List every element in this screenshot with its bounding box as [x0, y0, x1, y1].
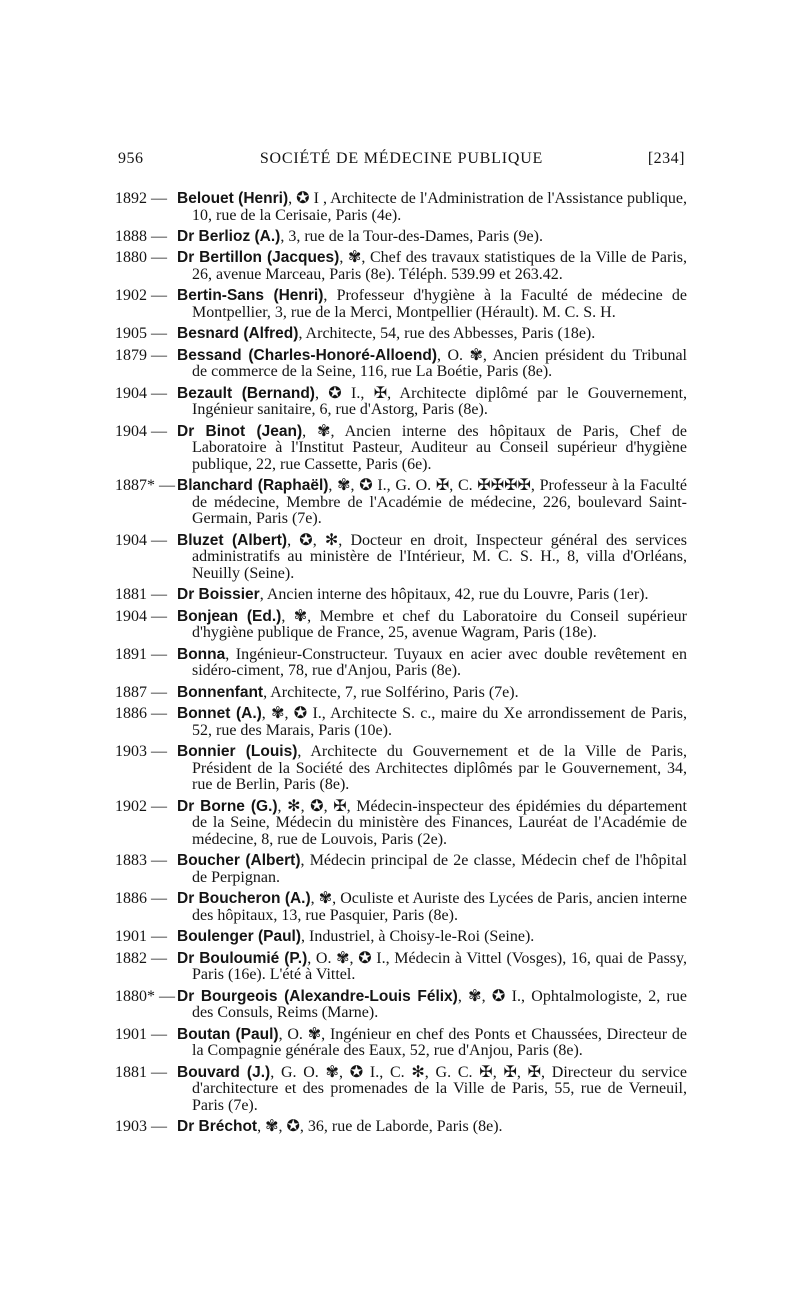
entry-name: Dr Berlioz (A.)	[177, 227, 281, 245]
entry-text	[177, 647, 687, 680]
entry-text	[177, 326, 687, 343]
entry-text	[177, 799, 687, 849]
entry-year: 1882 —	[115, 949, 167, 967]
entry-text	[177, 587, 687, 604]
entry-year: 1886 —	[115, 890, 167, 908]
entry-name: Dr Boucheron (A.)	[177, 890, 311, 908]
entry-year: 1880* —	[115, 987, 175, 1005]
entry-year: 1883 —	[115, 852, 167, 870]
member-entry	[115, 288, 687, 321]
entry-year: 1901 —	[115, 928, 167, 946]
entry-year: 1881 —	[115, 586, 167, 604]
member-entry	[115, 1065, 687, 1115]
page-title: SOCIÉTÉ DE MÉDECINE PUBLIQUE	[259, 150, 544, 167]
entry-name: Blanchard (Raphaël)	[177, 477, 329, 495]
entry-details: , O. ✾, Ingénieur en chef des Ponts et Chaussées, Directeur de la Compagnie générale des Eaux, 52, rue d'Anjou, Paris (8e).	[192, 1025, 687, 1060]
entry-name: Bonnier (Louis)	[177, 743, 298, 761]
entry-name: Dr Bouloumié (P.)	[177, 949, 308, 967]
entry-text	[177, 1065, 687, 1115]
entry-name: Dr Bertillon (Jacques)	[177, 249, 340, 267]
entry-text	[177, 891, 687, 924]
member-entry	[115, 587, 687, 604]
entry-name: Bonnet (A.)	[177, 705, 262, 723]
entry-details: , ✾, ✪ I., Ophtalmologiste, 2, rue des Consuls, Reims (Marne).	[192, 987, 687, 1022]
entry-text	[177, 348, 687, 381]
entry-name: Dr Binot (Jean)	[177, 422, 303, 440]
entry-text	[177, 951, 687, 984]
member-entry	[115, 744, 687, 794]
member-entry	[115, 799, 687, 849]
entry-text	[177, 229, 687, 246]
page-reference: [234]	[647, 150, 685, 167]
member-entry	[115, 891, 687, 924]
entry-name: Dr Boissier	[177, 586, 260, 604]
entry-details: , Architecte du Gouvernement et de la Ville de Paris, Président de la Société des Architectes diplômés par le Gouvernement, 34, rue de Berlin, Paris (8e).	[192, 743, 687, 794]
entry-name: Bluzet (Albert)	[177, 531, 288, 549]
entry-year: 1887 —	[115, 683, 167, 701]
member-entry	[115, 191, 687, 224]
entry-details: , O. ✾, ✪ I., Médecin à Vittel (Vosges), 16, quai de Passy, Paris (16e). L'été à Vittel.	[192, 949, 687, 984]
entry-details: , 3, rue de la Tour-des-Dames, Paris (9e).	[280, 227, 543, 245]
entry-name: Dr Bréchot	[177, 1118, 258, 1136]
member-entry	[115, 250, 687, 283]
entry-details: , ✻, ✪, ✠, Médecin-inspecteur des épidémies du département de la Seine, Médecin du ministère des Finances, Lauréat de l'Académie de médecine, 8, rue de Louvois, Paris (2e).	[192, 797, 687, 848]
entry-text	[177, 609, 687, 642]
member-entry	[115, 929, 687, 946]
entry-year: 1879 —	[115, 346, 167, 364]
entry-text	[177, 706, 687, 739]
entry-name: Dr Borne (G.)	[177, 797, 278, 815]
member-entry	[115, 348, 687, 381]
member-entry	[115, 853, 687, 886]
entry-text	[177, 685, 687, 702]
member-entry	[115, 229, 687, 246]
entry-name: Bonnenfant	[177, 683, 264, 701]
entry-year: 1881 —	[115, 1063, 167, 1081]
entry-name: Besnard (Alfred)	[177, 325, 299, 343]
member-entry	[115, 478, 687, 528]
entry-text	[177, 191, 687, 224]
entry-name: Bonjean (Ed.)	[177, 607, 282, 625]
entry-details: , Médecin principal de 2e classe, Médecin chef de l'hôpital de Perpignan.	[192, 852, 687, 886]
member-entry	[115, 951, 687, 984]
entry-text	[177, 989, 687, 1022]
entry-text	[177, 386, 687, 419]
entry-name: Bouvard (J.)	[177, 1063, 271, 1081]
entry-text	[177, 744, 687, 794]
entry-details: , ✪, ✻, Docteur en droit, Inspecteur général des services administratifs au ministère de l'Intérieur, M. C. S. H., 8, villa d'Orléans, Neuilly (Seine).	[192, 531, 688, 583]
entry-year: 1904 —	[115, 384, 167, 402]
entry-name: Bonna	[177, 645, 226, 663]
entry-text	[177, 1119, 687, 1136]
entry-text	[177, 853, 687, 886]
entry-text	[177, 533, 687, 583]
entry-year: 1905 —	[115, 325, 167, 343]
entry-year: 1904 —	[115, 531, 167, 549]
entry-details: , Architecte, 7, rue Solférino, Paris (7e).	[263, 683, 519, 701]
entry-year: 1902 —	[115, 287, 167, 305]
entry-details: , G. O. ✾, ✪ I., C. ✻, G. C. ✠, ✠, ✠, Directeur du service d'architecture et des promenades de la Ville de Paris, 55, rue de Verneuil, Paris (7e).	[192, 1063, 687, 1114]
member-entry	[115, 647, 687, 680]
entry-year: 1904 —	[115, 607, 167, 625]
entry-text	[177, 478, 687, 528]
entry-year: 1902 —	[115, 797, 167, 815]
entry-details: , ✪ I , Architecte de l'Administration de l'Assistance publique, 10, rue de la Cerisaie, Paris (4e).	[192, 190, 688, 224]
entry-details: , ✾, Ancien interne des hôpitaux de Paris, Chef de Laboratoire à l'Institut Pasteur, Auditeur au Conseil supérieur d'hygiène publique, 22, rue Cassette, Paris (6e).	[192, 422, 688, 473]
entry-year: 1888 —	[115, 227, 167, 245]
entry-name: Boulenger (Paul)	[177, 928, 302, 946]
entry-text	[177, 1027, 687, 1060]
entry-details: , ✾, Oculiste et Auriste des Lycées de Paris, ancien interne des hôpitaux, 13, rue Pasquier, Paris (8e).	[192, 890, 688, 924]
entry-details: , Professeur d'hygiène à la Faculté de médecine de Montpellier, 3, rue de la Merci, Montpellier (Hérault). M. C. S. H.	[192, 287, 687, 321]
entry-details: , O. ✾, Ancien président du Tribunal de commerce de la Seine, 116, rue La Boétie, Paris (8e).	[192, 346, 687, 381]
page-header	[118, 150, 685, 174]
member-entry	[115, 706, 687, 739]
entry-name: Bertin-Sans (Henri)	[177, 287, 324, 305]
entry-details: , ✪ I., ✠, Architecte diplômé par le Gouvernement, Ingénieur sanitaire, 6, rue d'Astorg, Paris (8e).	[192, 384, 688, 419]
entry-details: , ✾, ✪ I., G. O. ✠, C. ✠✠✠✠, Professeur à la Faculté de médecine, Membre de l'Académie de médecine, 226, boulevard Saint-Germain, Paris (7e).	[192, 477, 687, 528]
entry-year: 1903 —	[115, 743, 167, 761]
member-entry	[115, 1027, 687, 1060]
member-entry	[115, 685, 687, 702]
entry-year: 1886 —	[115, 705, 167, 723]
member-entry	[115, 326, 687, 343]
entry-details: , Ancien interne des hôpitaux, 42, rue du Louvre, Paris (1er).	[259, 586, 649, 604]
entry-text	[177, 250, 687, 283]
entry-details: , Ingénieur-Constructeur. Tuyaux en acier avec double revêtement en sidéro-ciment, 78, rue d'Anjou, Paris (8e).	[192, 645, 687, 680]
entry-details: , Architecte, 54, rue des Abbesses, Paris (18e).	[298, 325, 596, 343]
entry-details: , ✾, ✪, 36, rue de Laborde, Paris (8e).	[257, 1118, 503, 1136]
member-entry	[115, 424, 687, 474]
entry-name: Dr Bourgeois (Alexandre-Louis Félix)	[177, 987, 458, 1005]
member-entry	[115, 609, 687, 642]
entry-name: Boutan (Paul)	[177, 1025, 279, 1043]
entry-year: 1880 —	[115, 249, 167, 267]
entry-text	[177, 288, 687, 321]
member-entry	[115, 386, 687, 419]
page-number: 956	[118, 150, 144, 167]
member-entry	[115, 989, 687, 1022]
entry-year: 1901 —	[115, 1025, 167, 1043]
entry-year: 1891 —	[115, 645, 167, 663]
member-entry	[115, 533, 687, 583]
entry-text	[177, 424, 687, 474]
entry-details: , Industriel, à Choisy-le-Roi (Seine).	[301, 928, 535, 946]
entry-details: , ✾, Membre et chef du Laboratoire du Conseil supérieur d'hygiène publique de France, 25, avenue Wagram, Paris (18e).	[192, 607, 687, 642]
entry-details: , ✾, Chef des travaux statistiques de la Ville de Paris, 26, avenue Marceau, Paris (8e). Téléph. 539.99 et 263.42.	[192, 249, 688, 283]
entry-name: Boucher (Albert)	[177, 852, 301, 870]
entry-year: 1904 —	[115, 422, 167, 440]
entry-year: 1903 —	[115, 1118, 167, 1136]
entry-details: , ✾, ✪ I., Architecte S. c., maire du Xe arrondissement de Paris, 52, rue des Marais, Paris (10e).	[192, 705, 687, 739]
entry-name: Bessand (Charles-Honoré-Alloend)	[177, 346, 437, 364]
entry-name: Belouet (Henri)	[177, 190, 289, 207]
entry-name: Bezault (Bernand)	[177, 384, 315, 402]
member-entry	[115, 1119, 687, 1136]
entry-text	[177, 929, 687, 946]
entry-year: 1892 —	[115, 190, 167, 207]
entry-year: 1887* —	[115, 477, 175, 495]
member-list	[115, 191, 687, 1141]
